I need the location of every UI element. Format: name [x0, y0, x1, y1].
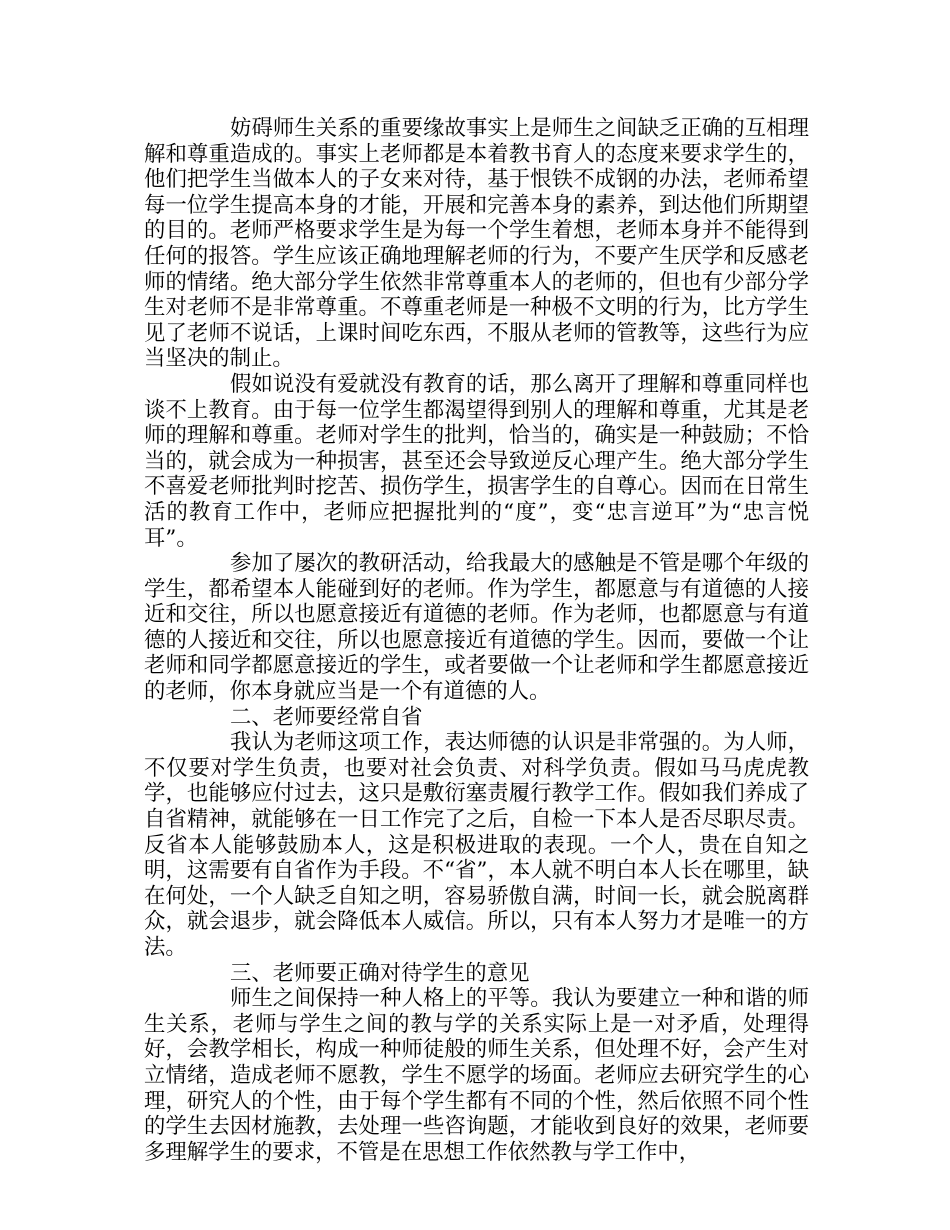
section-heading: 三、老师要正确对待学生的意见	[230, 960, 530, 986]
paragraph: 我认为老师这项工作，表达师德的认识是非常强的。为人师，不仅要对学生负责，也要对社会负责、对科学负责。假如马马虎虎教学，也能够应付过去，这只是敷衍塞责履行教学工作。假如我们养成了自省精神，就能够在一日工作完了之后，自检一下本人是否尽职尽责。反省本人能够鼓励本人，这是积极进取的表现。一个人，贵在自知之明，这需要有自省作为手段。不“省”，本人就不明白本人长在哪里，缺在何处，一个人缺乏自知之明，容易骄傲自满，时间一长，就会脱离群众，就会退步，就会降低本人威信。所以，只有本人努力才是唯一的方法。	[144, 730, 809, 960]
paragraph: 妨碍师生关系的重要缘故事实上是师生之间缺乏正确的互相理解和尊重造成的。事实上老师都是本着教书育人的态度来要求学生的，他们把学生当做本人的子女来对待，基于恨铁不成钢的办法，老师希望每一位学生提高本身的才能，开展和完善本身的素养，到达他们所期望的目的。老师严格要求学生是为每一个学生着想，老师本身并不能得到任何的报答。学生应该正确地理解老师的行为，不要产生厌学和反感老师的情绪。绝大部分学生依然非常尊重本人的老师的，但也有少部分学生对老师不是非常尊重。不尊重老师是一种极不文明的行为，比方学生见了老师不说话，上课时间吃东西，不服从老师的管教等，这些行为应当坚决的制止。	[144, 116, 809, 372]
paragraph: 假如说没有爱就没有教育的话，那么离开了理解和尊重同样也谈不上教育。由于每一位学生都渴望得到别人的理解和尊重，尤其是老师的理解和尊重。老师对学生的批判，恰当的，确实是一种鼓励；不恰当的，就会成为一种损害，甚至还会导致逆反心理产生。绝大部分学生不喜爱老师批判时挖苦、损伤学生，损害学生的自尊心。因而在日常生活的教育工作中，老师应把握批判的“度”，变“忠言逆耳”为“忠言悦耳”。	[144, 371, 809, 551]
document-page	[144, 116, 809, 1165]
section-heading: 二、老师要经常自省	[230, 704, 423, 730]
paragraph: 参加了屡次的教研活动，给我最大的感触是不管是哪个年级的学生，都希望本人能碰到好的老师。作为学生，都愿意与有道德的人接近和交往，所以也愿意接近有道德的老师。作为老师，也都愿意与有道德的人接近和交往，所以也愿意接近有道德的学生。因而，要做一个让老师和同学都愿意接近的学生，或者要做一个让老师和学生都愿意接近的老师，你本身就应当是一个有道德的人。	[144, 551, 809, 705]
paragraph: 师生之间保持一种人格上的平等。我认为要建立一种和谐的师生关系，老师与学生之间的教与学的关系实际上是一对矛盾，处理得好，会教学相长，构成一种师徒般的师生关系，但处理不好，会产生对立情绪，造成老师不愿教，学生不愿学的场面。老师应去研究学生的心理，研究人的个性，由于每个学生都有不同的个性，然后依照不同个性的学生去因材施教，去处理一些咨询题，才能收到良好的效果，老师要多理解学生的要求，不管是在思想工作依然教与学工作中，	[144, 986, 809, 1165]
